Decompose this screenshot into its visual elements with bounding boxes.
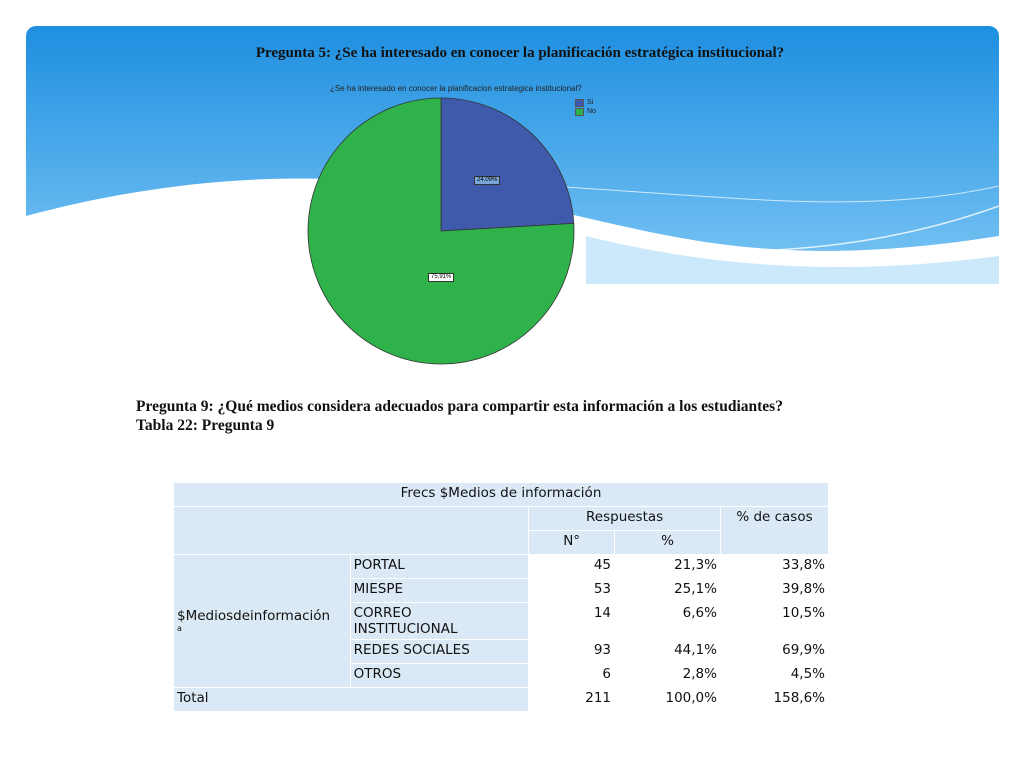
row-label-miespe: MIESPE bbox=[350, 579, 529, 603]
row-casos-correo: 10,5% bbox=[720, 603, 828, 640]
legend-swatch-no bbox=[575, 108, 584, 116]
row-pct-miespe: 25,1% bbox=[615, 579, 721, 603]
total-casos: 158,6% bbox=[720, 688, 828, 712]
chart-legend bbox=[575, 98, 596, 116]
question-5-title: Pregunta 5: ¿Se ha interesado en conocer la planificación estratégica institucional? bbox=[255, 45, 785, 61]
row-label-correo-line2: INSTITUCIONAL bbox=[353, 621, 458, 637]
header-casos: % de casos bbox=[720, 507, 828, 555]
question-9-title: Pregunta 9: ¿Qué medios considera adecuados para compartir esta información a los estudiantes? bbox=[136, 398, 783, 415]
row-casos-otros: 4,5% bbox=[720, 664, 828, 688]
legend-item-no bbox=[575, 107, 596, 116]
row-n-correo: 14 bbox=[529, 603, 615, 640]
table-title-row bbox=[174, 483, 829, 507]
pie-data-label-si: 24,09% bbox=[474, 176, 500, 185]
legend-label-no: No bbox=[587, 108, 596, 115]
header-respuestas: Respuestas bbox=[529, 507, 721, 531]
group-footnote: a bbox=[177, 624, 182, 633]
frequency-table bbox=[173, 482, 829, 712]
table-header-empty bbox=[174, 507, 529, 555]
legend-swatch-si bbox=[575, 99, 584, 107]
pie-slice-si bbox=[441, 98, 574, 231]
table-title: Frecs $Medios de información bbox=[174, 483, 829, 507]
row-casos-miespe: 39,8% bbox=[720, 579, 828, 603]
header-pct: % bbox=[615, 531, 721, 555]
table-header-row-1 bbox=[174, 507, 829, 531]
table-total-row bbox=[174, 688, 829, 712]
row-pct-redes: 44,1% bbox=[615, 640, 721, 664]
row-label-redes: REDES SOCIALES bbox=[350, 640, 529, 664]
total-label: Total bbox=[174, 688, 529, 712]
table-caption: Tabla 22: Pregunta 9 bbox=[136, 417, 275, 434]
row-n-portal: 45 bbox=[529, 555, 615, 579]
pie-chart bbox=[300, 80, 630, 370]
row-label-portal: PORTAL bbox=[350, 555, 529, 579]
total-n: 211 bbox=[529, 688, 615, 712]
row-casos-redes: 69,9% bbox=[720, 640, 828, 664]
pie-svg bbox=[300, 80, 630, 370]
row-casos-portal: 33,8% bbox=[720, 555, 828, 579]
pie-data-label-no: 75,91% bbox=[428, 273, 454, 282]
pie-chart-title: ¿Se ha interesado en conocer la planificacion estrategica institucional? bbox=[330, 84, 582, 93]
row-pct-otros: 2,8% bbox=[615, 664, 721, 688]
legend-item-si bbox=[575, 98, 596, 107]
row-n-redes: 93 bbox=[529, 640, 615, 664]
row-label-correo bbox=[350, 603, 529, 640]
row-pct-portal: 21,3% bbox=[615, 555, 721, 579]
legend-label-si: Si bbox=[587, 99, 594, 106]
row-n-otros: 6 bbox=[529, 664, 615, 688]
total-pct: 100,0% bbox=[615, 688, 721, 712]
group-label-cell bbox=[174, 555, 351, 688]
group-label: $Mediosdeinformación bbox=[177, 608, 331, 624]
header-n: N° bbox=[529, 531, 615, 555]
question-9-block bbox=[136, 397, 783, 435]
row-n-miespe: 53 bbox=[529, 579, 615, 603]
row-label-correo-line1: CORREO bbox=[353, 605, 412, 621]
row-label-otros: OTROS bbox=[350, 664, 529, 688]
row-pct-correo: 6,6% bbox=[615, 603, 721, 640]
table-row bbox=[174, 555, 829, 579]
